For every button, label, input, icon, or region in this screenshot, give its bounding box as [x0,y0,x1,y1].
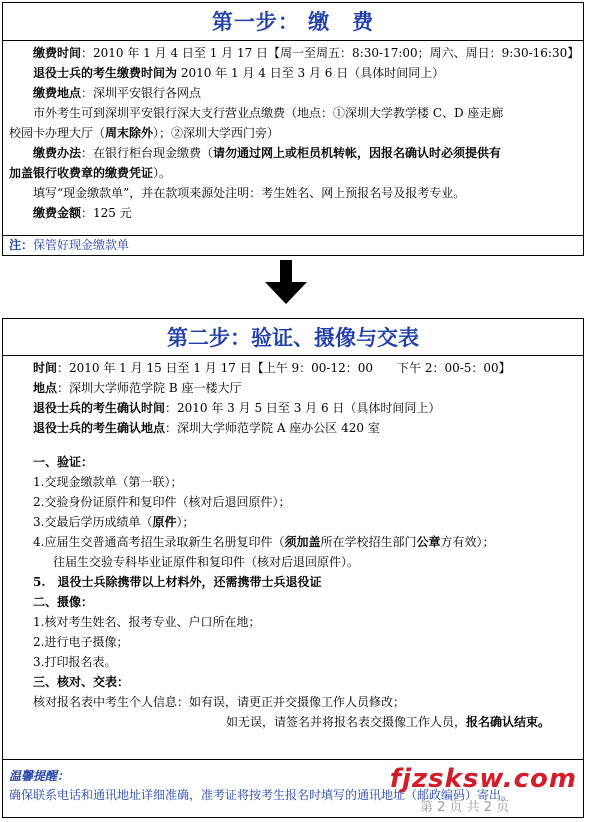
step1-title: 第一步： 缴 费 [3,3,583,41]
list-item: 2.交验身份证原件和复印件（核对后退回原件）； [33,495,291,509]
step1-line: 加盖银行收费章的缴费凭证）。 [9,166,172,180]
section-heading: 一、验证： [33,455,94,469]
step2-line: 地点：深圳大学师范学院 B 座一楼大厅 [33,381,242,395]
list-item: 3.交最后学历成绩单（原件）； [33,515,195,529]
tips-text: 确保联系电话和通讯地址详细准确，准考证将按考生报名时填写的通讯地址（邮政编码）寄出。 [9,788,514,802]
step1-line: 填写“现金缴款单”，并在款项来源处注明：考生姓名、网上预报名号及报考专业。 [33,186,466,200]
step1-line: 缴费时间：2010 年 1 月 4 日至 1 月 17 日【周一至周五：8:30-17:00；周六、周日：9:30-16:30】 [33,46,580,60]
step2-line: 退役士兵的考生确认时间：2010 年 3 月 5 日至 3 月 6 日（具体时间同上） [33,401,441,415]
section-heading: 二、摄像： [33,595,94,609]
step1-line: 缴费办法：在银行柜台现金缴费（请勿通过网上或柜员机转帐，因报名确认时必须提供有 [33,146,502,160]
down-arrow-icon [263,260,309,309]
step2-title: 第二步：验证、摄像与交表 [3,319,583,356]
list-item: 1.核对考生姓名、报考专业、户口所在地； [33,615,261,629]
watermark-page: 第 2 页 共 2 页 [420,800,510,815]
step1-line: 缴费金额：125 元 [33,206,132,220]
step1-line: 缴费地点：深圳平安银行各网点 [33,86,202,100]
step2-line: 时间：2010 年 1 月 15 日至 1 月 17 日【上午 9：00-12：00 下午 2：00-5：00】 [33,361,511,375]
step1-line: 校园卡办理大厅（周末除外）；②深圳大学西门旁） [9,126,280,140]
list-item: 如无误，请签名并将报名表交摄像工作人员，报名确认结束。 [226,715,551,729]
list-item: 4.应届生交普通高考招生录取新生名册复印件（须加盖所在学校招生部门公章方有效）； [33,535,495,549]
list-item: 2.进行电子摄像； [33,635,129,649]
watermark-logo: fjzsksw.com [389,764,577,794]
tips-label: 温馨提醒： [9,769,70,783]
list-item: 5. 退役士兵除携带以上材料外，还需携带士兵退役证 [33,575,322,589]
section-heading: 三、核对、交表： [33,675,130,689]
step2-line: 退役士兵的考生确认地点：深圳大学师范学院 A 座办公区 420 室 [33,421,380,435]
step1-panel [2,2,584,256]
list-item: 3.打印报名表。 [33,655,117,669]
list-item: 1.交现金缴款单（第一联）； [33,475,183,489]
step1-note: 注：保管好现金缴款单 [3,235,583,255]
step1-line: 退役士兵的考生缴费时间为 2010 年 1 月 4 日至 3 月 6 日（具体时间同上） [33,66,445,80]
list-item: 往届生交验专科毕业证原件和复印件（核对后退回原件）。 [53,555,360,569]
step1-line: 市外考生可到深圳平安银行深大支行营业点缴费（地点：①深圳大学教学楼 C、D 座走廊 [33,106,504,120]
step2-panel [2,318,584,818]
list-item: 核对报名表中考生个人信息：如有误，请更正并交摄像工作人员修改； [33,695,406,709]
